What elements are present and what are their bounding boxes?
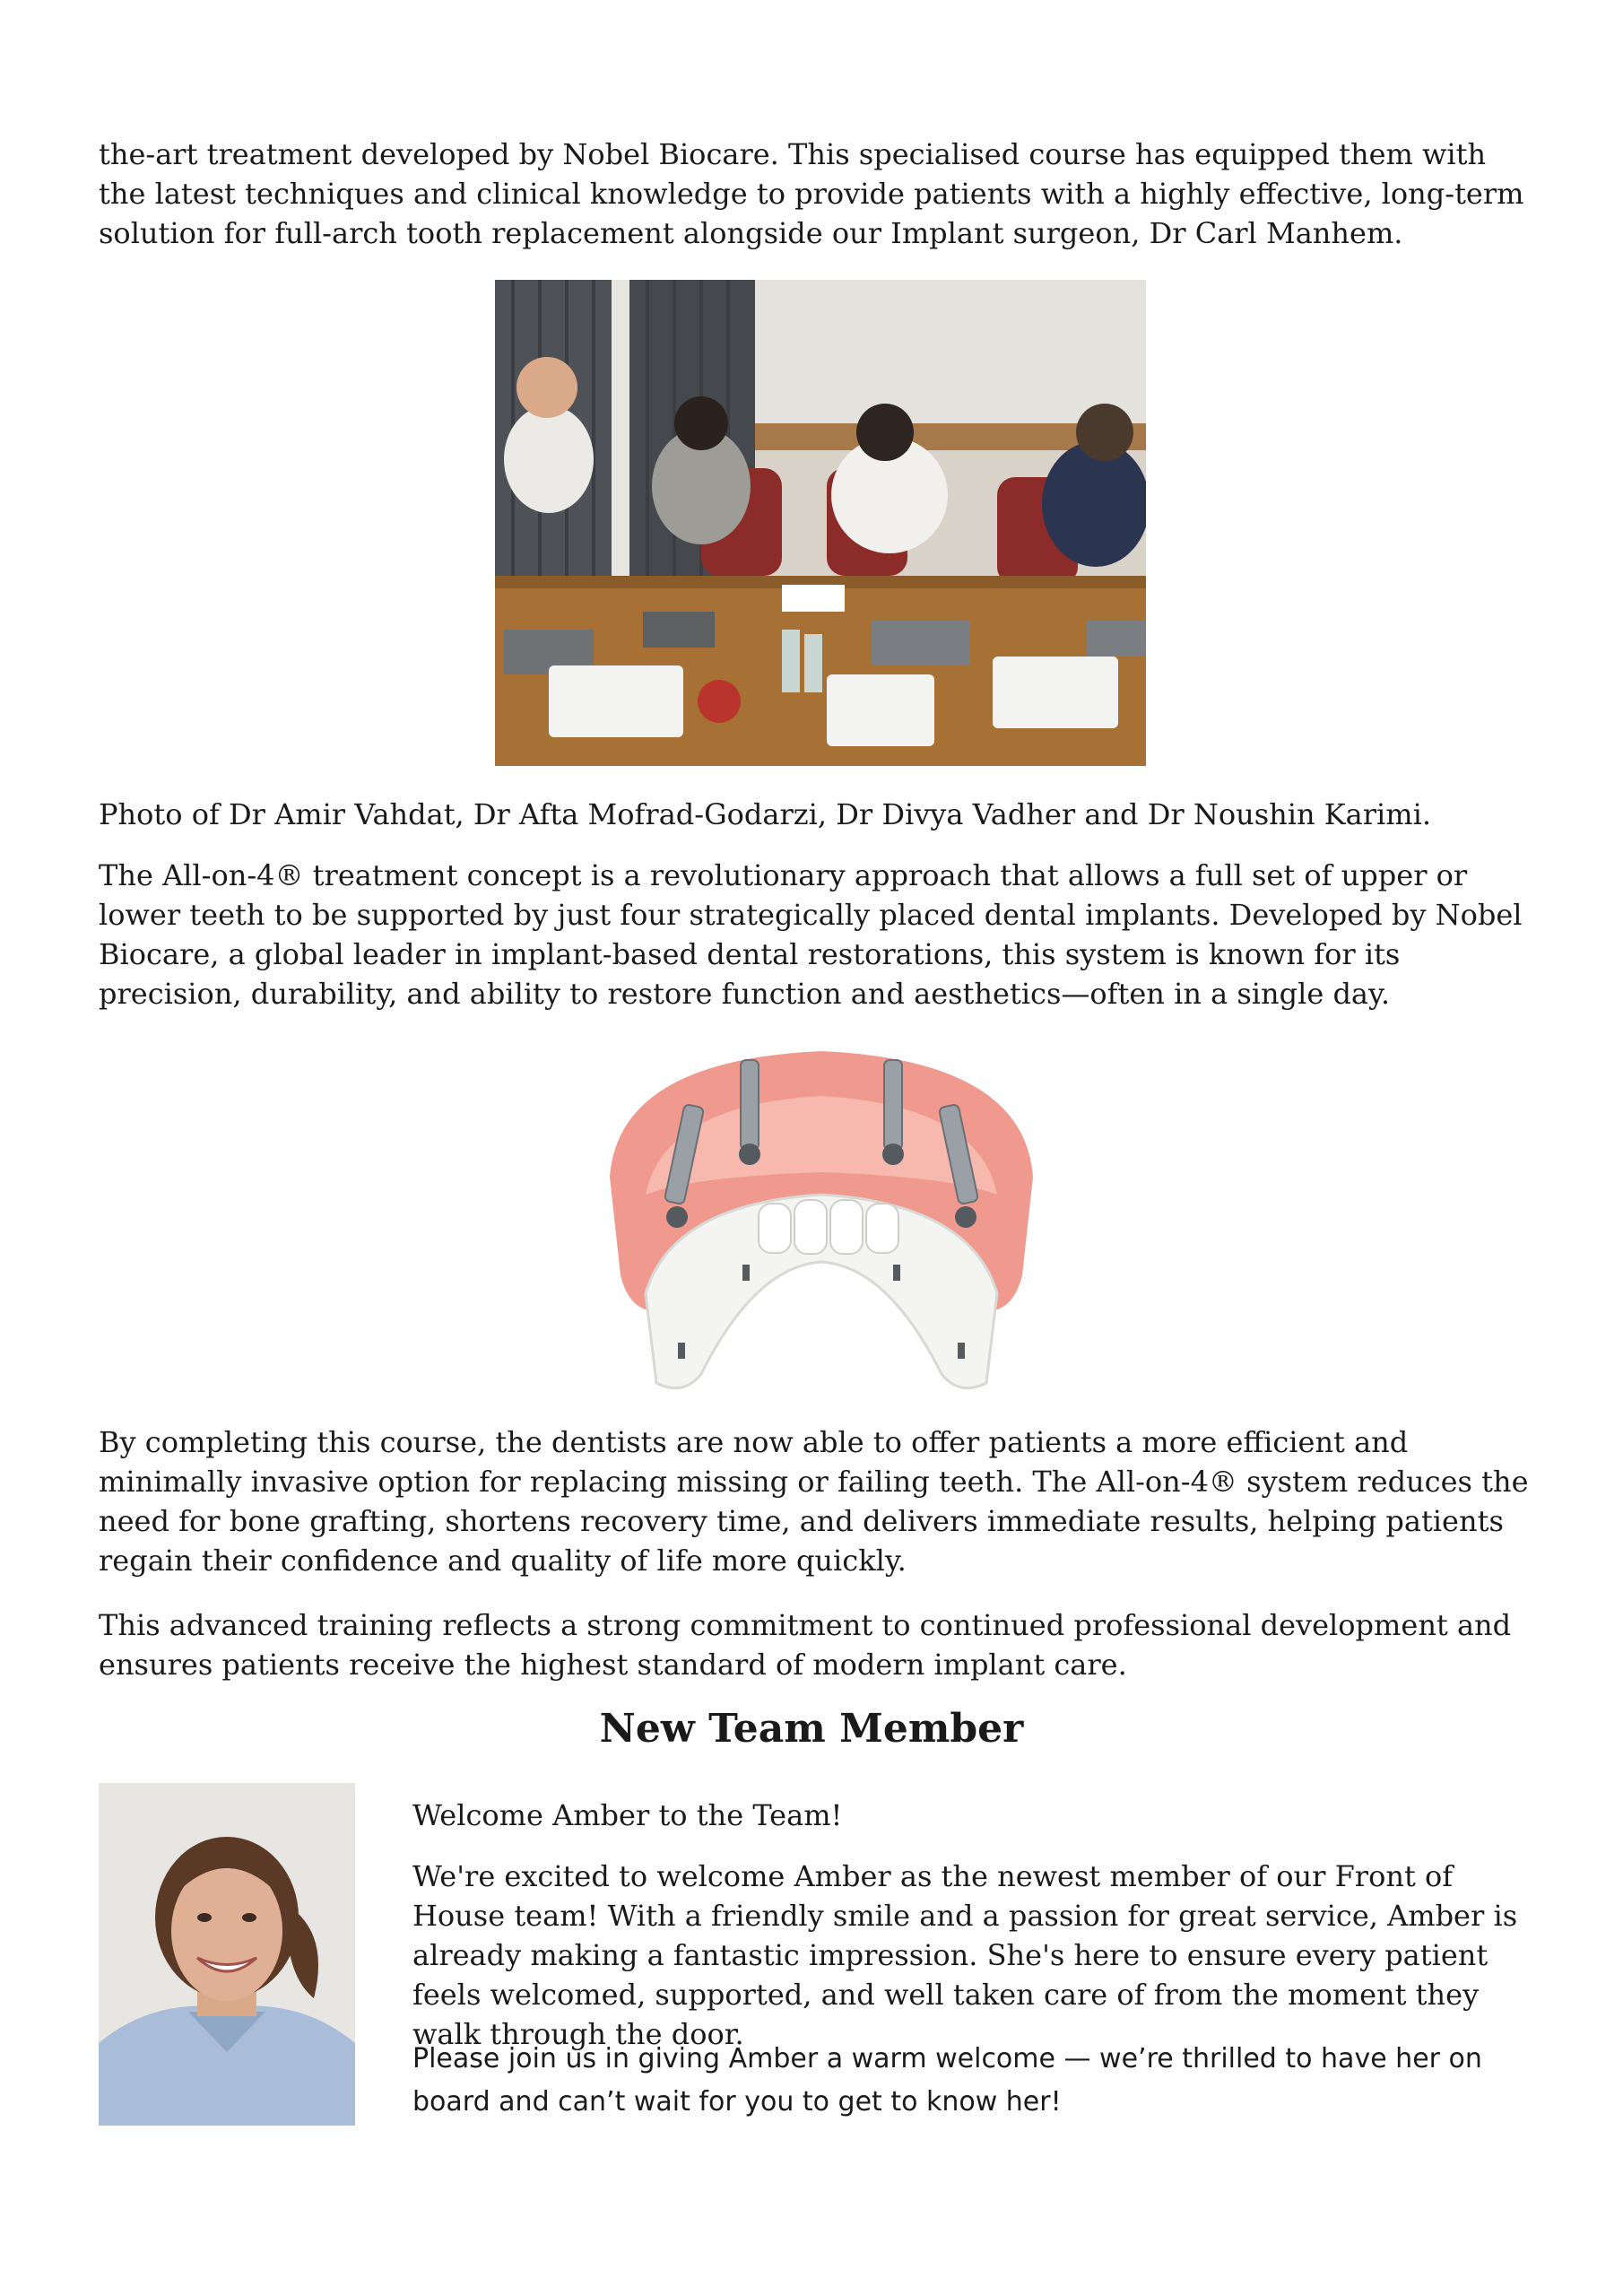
all-on-4-implant-illustration bbox=[592, 1042, 1051, 1397]
welcome-line: Welcome Amber to the Team! bbox=[412, 1798, 843, 1832]
welcome-intro: We're excited to welcome Amber as the newest member of our Front of House team! With a friendly smile and a passion for great service, Amber is already making a fantastic impression. She's here to ensure every patient feels welcomed, supported, and well taken care of from the moment they walk through the door. bbox=[412, 1859, 1518, 2051]
training-course-photo bbox=[495, 280, 1146, 766]
all-on-4-paragraph: The All-on-4® treatment concept is a revolutionary approach that allows a full set of upper or lower teeth to be supported by just four strategically placed dental implants. Developed by Nobel Biocare, a global leader in implant-based dental restorations, this system is known for its precision, durability, and ability to restore function and aesthetics—often in a single day. bbox=[99, 858, 1523, 1011]
intro-paragraph: the-art treatment developed by Nobel Biocare. This specialised course has equipped them with the latest techniques and clinical knowledge to provide patients with a highly effective, long-term solution for full-arch tooth replacement alongside our Implant surgeon, Dr Carl Manhem. bbox=[99, 137, 1524, 250]
welcome-closing: Please join us in giving Amber a warm welcome — we’re thrilled to have her on board and can’t wait for you to get to know her! bbox=[412, 2043, 1482, 2118]
new-team-member-heading: New Team Member bbox=[599, 1706, 1024, 1752]
amber-portrait-photo bbox=[99, 1783, 355, 2126]
training-paragraph: This advanced training reflects a strong commitment to continued professional development and ensures patients receive the highest standard of modern implant care. bbox=[99, 1608, 1512, 1682]
photo-caption: Photo of Dr Amir Vahdat, Dr Afta Mofrad-Godarzi, Dr Divya Vadher and Dr Noushin Karimi. bbox=[99, 797, 1432, 831]
benefits-paragraph: By completing this course, the dentists are now able to offer patients a more efficient and minimally invasive option for replacing missing or failing teeth. The All-on-4® system reduces the need for bone grafting, shortens recovery time, and delivers immediate results, helping patients regain their confidence and quality of life more quickly. bbox=[99, 1425, 1529, 1578]
